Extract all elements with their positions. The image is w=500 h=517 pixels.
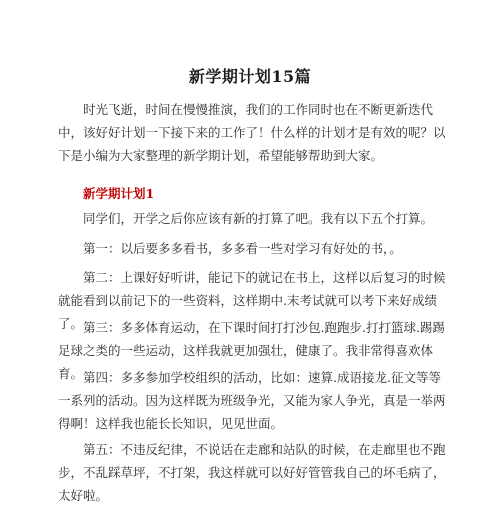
- document-title: 新学期计划15篇: [188, 67, 312, 86]
- paragraph-plan-2: 第二：上课好好听讲，能记下的就记在书上，这样以后复习的时候就能看到以前记下的一些资料，这样期中.末考试就可以考下来好成绩了。: [58, 270, 446, 331]
- paragraph-plan-5: 第五：不违反纪律，不说话在走廊和站队的时候，在走廊里也不跑步，不乱踩草坪，不打架，我这样就可以好好管管我自己的坏毛病了，太好啦。: [58, 442, 446, 503]
- paragraph-plan-1: 第一：以后要多多看书，多多看一些对学习有好处的书，。: [83, 241, 402, 256]
- paragraph-plan-3: 第三：多多体育运动，在下课时间打打沙包.跑跑步.打打篮球.踢踢足球之类的一些运动，这样我就更加强壮，健康了。我非常得喜欢体育。: [58, 320, 445, 381]
- paragraph-plan-4: 第四：多多参加学校组织的活动，比如：速算.成语接龙.征文等等一系列的活动。因为这样既为班级争光，又能为家人争光，真是一举两得啊！这样我也能长长知识，见见世面。: [58, 370, 446, 431]
- section-heading: 新学期计划1: [83, 186, 155, 201]
- intro-paragraph: 时光飞逝，时间在慢慢推演，我们的工作同时也在不断更新迭代中，该好好计划一下接下来的工作了！什么样的计划才是有效的呢？以下是小编为大家整理的新学期计划，希望能够帮助到大家。: [58, 102, 446, 163]
- paragraph-opening: 同学们，开学之后你应该有新的打算了吧。我有以下五个打算。: [83, 211, 434, 226]
